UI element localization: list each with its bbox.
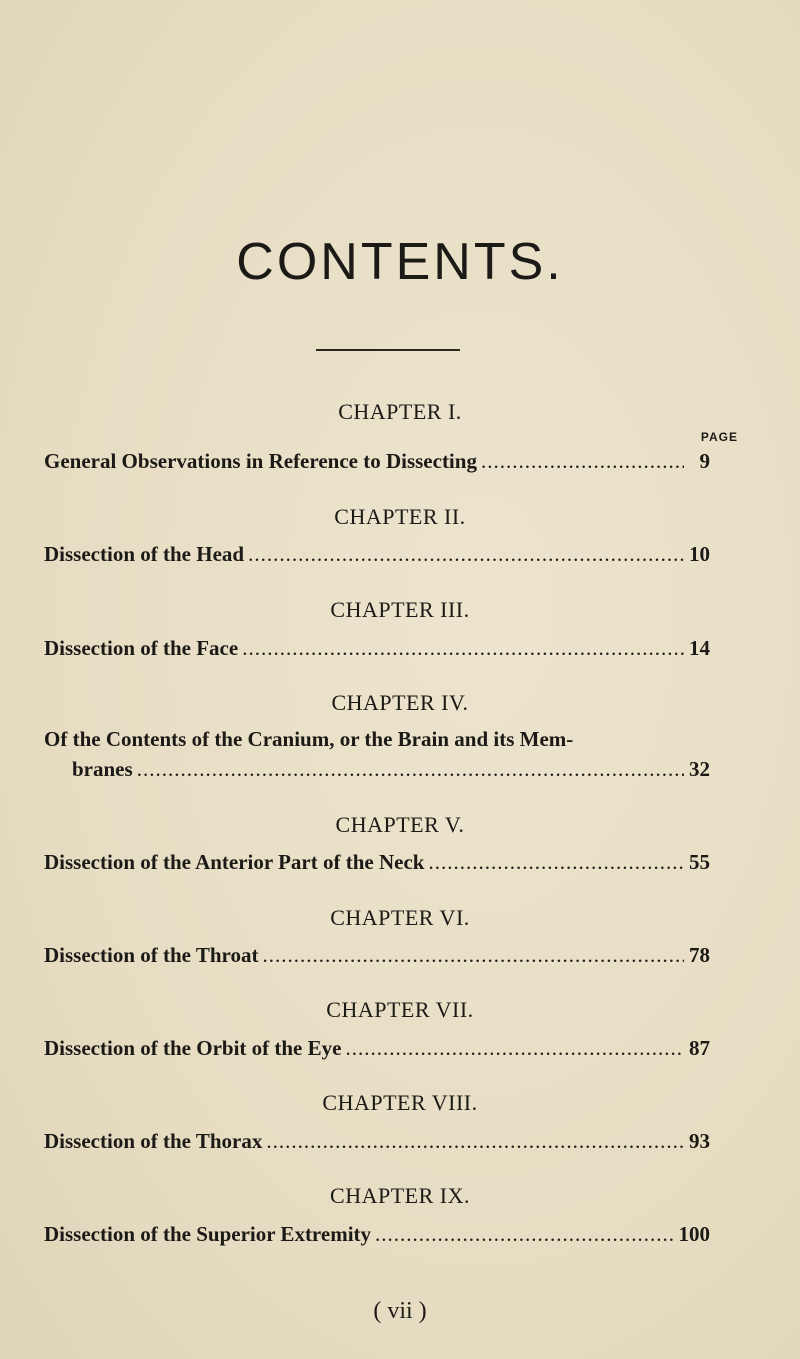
entry-title: Dissection of the Anterior Part of the Neck <box>44 850 425 874</box>
entry-title: Dissection of the Head <box>44 542 245 566</box>
entry-title: Dissection of the Superior Extremity <box>44 1222 372 1246</box>
page-folio: ( vii ) <box>373 1298 427 1324</box>
entry-page-number: 10 <box>689 542 710 566</box>
leader-dots <box>248 542 684 567</box>
leader-dots <box>242 636 684 661</box>
chapter-heading-2: CHAPTER II. <box>334 504 466 529</box>
toc-entry-1[interactable] <box>44 449 710 474</box>
title-rule <box>316 349 460 351</box>
toc-entry-5[interactable] <box>44 850 710 875</box>
leader-dots <box>481 449 684 474</box>
entry-title: Dissection of the Orbit of the Eye <box>44 1036 342 1060</box>
chapter-heading-7: CHAPTER VII. <box>326 997 474 1022</box>
leader-dots <box>262 943 684 968</box>
entry-page-number: 93 <box>689 1129 710 1153</box>
toc-entry-9[interactable] <box>44 1222 710 1247</box>
entry-title: Dissection of the Thorax <box>44 1129 263 1153</box>
chapter-heading-6: CHAPTER VI. <box>330 905 470 930</box>
entry-page-number: 9 <box>699 449 710 473</box>
toc-entry-6[interactable] <box>44 943 710 968</box>
chapter-heading-5: CHAPTER V. <box>335 812 465 837</box>
entry-page-number: 87 <box>689 1036 710 1060</box>
leader-dots <box>266 1129 684 1154</box>
chapter-heading-4: CHAPTER IV. <box>331 690 469 715</box>
leader-dots <box>137 757 684 782</box>
page-column-label: PAGE <box>700 430 738 444</box>
chapter-heading-1: CHAPTER I. <box>338 399 462 424</box>
entry-title: branes <box>72 757 133 781</box>
chapter-heading-8: CHAPTER VIII. <box>322 1090 478 1115</box>
toc-entry-4[interactable] <box>72 757 710 782</box>
entry-page-number: 100 <box>678 1222 710 1246</box>
leader-dots <box>345 1036 684 1061</box>
entry-title: Dissection of the Throat <box>44 943 259 967</box>
chapter-heading-3: CHAPTER III. <box>330 597 470 622</box>
leader-dots <box>428 850 684 875</box>
toc-entry-3[interactable] <box>44 636 710 661</box>
toc-entry-2[interactable] <box>44 542 710 567</box>
entry-page-number: 78 <box>689 943 710 967</box>
toc-entry-8[interactable] <box>44 1129 710 1154</box>
chapter-heading-9: CHAPTER IX. <box>330 1183 470 1208</box>
entry-page-number: 55 <box>689 850 710 874</box>
page-title: CONTENTS. <box>236 233 564 291</box>
entry-title: General Observations in Reference to Dissecting <box>44 449 477 473</box>
entry-title: Dissection of the Face <box>44 636 239 660</box>
toc-entry-4-line1[interactable]: Of the Contents of the Cranium, or the Brain and its Mem- <box>44 727 574 751</box>
toc-entry-7[interactable] <box>44 1036 710 1061</box>
entry-page-number: 14 <box>689 636 710 660</box>
entry-page-number: 32 <box>689 757 710 781</box>
leader-dots <box>375 1222 674 1247</box>
